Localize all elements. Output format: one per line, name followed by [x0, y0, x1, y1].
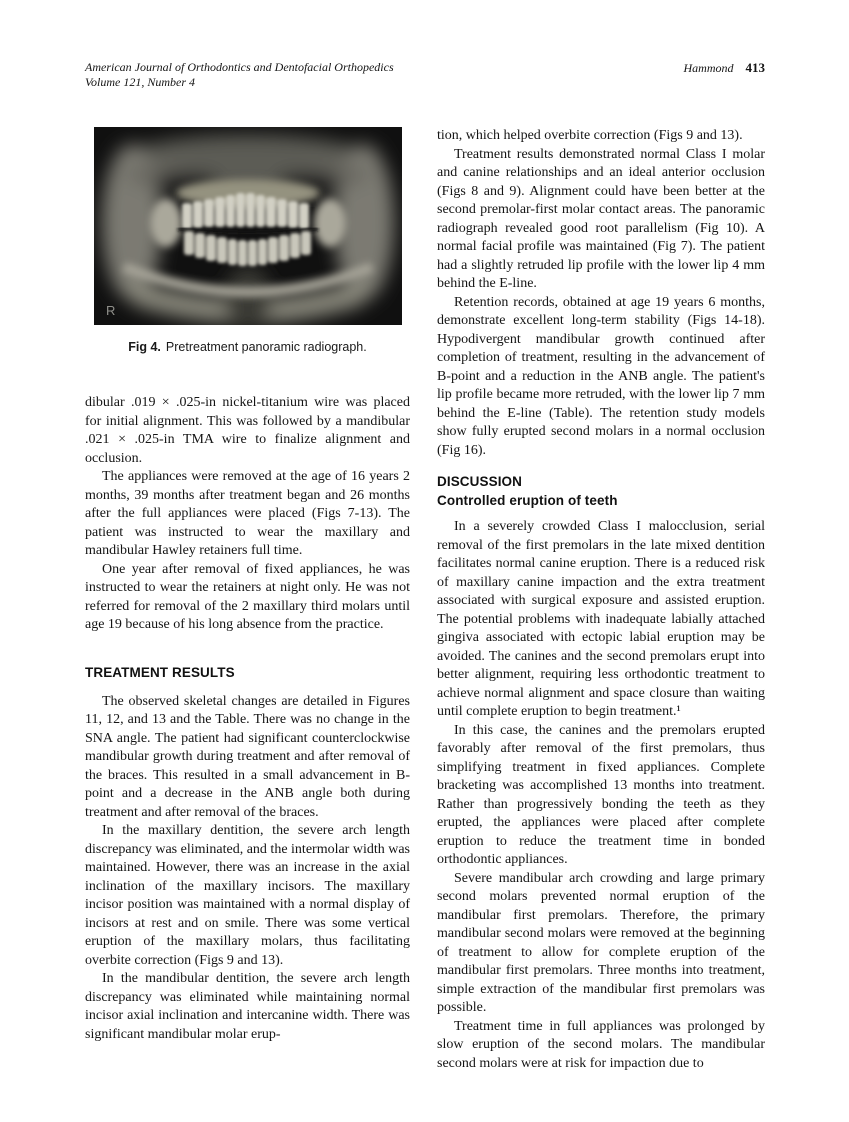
figure-panoramic	[94, 127, 402, 354]
section-heading-discussion: DISCUSSION	[437, 474, 523, 489]
section-heading-treatment-results: TREATMENT RESULTS	[85, 664, 235, 680]
volume-line: Volume 121, Number 4	[85, 75, 195, 89]
paragraph: One year after removal of fixed appliances, he was instructed to wear the retainers at night only. He was not referred for removal of the 2 maxillary third molars until age 19 because of his long absence from the practice.	[85, 561, 410, 632]
paragraph: Retention records, obtained at age 19 years 6 months, demonstrate excellent long-term stability (Figs 14-18). Hypodivergent mandibular growth continued after completion of treatment, resulting in the advancement of B-point and a reduction in the ANB angle. The patient's lip profile became more retruded, with the lower lip 7 mm behind the E-line (Table). The retention study models show fully erupted second molars in a normal occlusion (Fig 16).	[437, 294, 765, 458]
paragraph: Severe mandibular arch crowding and large primary second molars prevented normal eruption of the mandibular first premolars. Therefore, the primary mandibular second molars were removed at the beginning of treatment to allow for complete eruption of the mandibular first premolars. Three months into treatment, simple extraction of the mandibular first premolars was possible.	[437, 870, 765, 1015]
figure-caption	[94, 340, 402, 354]
caption-label: Fig 4.	[128, 340, 161, 354]
subsection-heading-controlled-eruption: Controlled eruption of teeth	[437, 493, 618, 508]
paragraph: dibular .019 × .025-in nickel-titanium wire was placed for initial alignment. This was followed by a mandibular .021 × .025-in TMA wire to finalize alignment and occlusion.	[85, 395, 410, 466]
paragraph: In the maxillary dentition, the severe arch length discrepancy was eliminated, and the intermolar width was maintained. However, there was an increase in the axial inclination of the maxillary incisors. The maxillary incisor position was maintained with a normal display of incisors at rest and on smile. There was some vertical eruption of the maxillary molars, thus facilitating overbite correction (Figs 9 and 13).	[85, 823, 411, 968]
author-page	[684, 60, 766, 76]
panoramic-radiograph-image	[94, 127, 402, 325]
paragraph: Treatment results demonstrated normal Class I molar and canine relationships and an ideal anterior occlusion (Figs 8 and 9). Alignment could have been better at the second premolar-first molar contact areas. The panoramic radiograph revealed good root parallelism (Fig 10). A normal facial profile was maintained (Fig 7). The patient had a slightly retruded lip profile with the lower lip 4 mm behind the E-line.	[437, 146, 765, 291]
author-name: Hammond	[683, 61, 734, 75]
two-column-body	[85, 127, 765, 1073]
column-left	[85, 127, 410, 1073]
left-body-text	[85, 394, 410, 1044]
paragraph: Treatment time in full appliances was prolonged by slow eruption of the second molars. The mandibular second molars were at risk for impaction due to	[437, 1018, 765, 1071]
caption-text: Pretreatment panoramic radiograph.	[165, 340, 367, 354]
journal-info	[85, 60, 394, 90]
paragraph: In a severely crowded Class I malocclusion, serial removal of the first premolars in the late mixed dentition facilitates normal canine eruption. There is a reduced risk of maxillary canine impaction and the extra treatment associated with surgical exposure and assisted eruption. The potential problems with inadequate labially attached gingiva associated with ectopic labial eruption may be avoided. The canines and the second premolars erupt into better alignment, requiring less orthodontic treatment to achieve normal alignment and space closure than waiting until complete eruption to begin treatment.¹	[437, 519, 765, 719]
page-number: 413	[745, 60, 765, 75]
running-header	[85, 60, 765, 90]
paragraph: tion, which helped overbite correction (Figs 9 and 13).	[437, 128, 743, 143]
paragraph: The appliances were removed at the age of 16 years 2 months, 39 months after treatment began and 26 months after the full appliances were placed (Figs 7-13). The patient was instructed to wear the maxillary and mandibular Hawley retainers full time.	[85, 469, 410, 558]
radiograph-marker-r: R	[105, 303, 115, 318]
column-right	[437, 127, 765, 1073]
paragraph: In this case, the canines and the premolars erupted favorably after removal of the first premolars, thus simplifying treatment in fixed appliances. Complete bracketing was accomplished 13 months into treatment. Rather than progressively bonding the teeth as they erupted, the appliances were placed after complete eruption to reduce the treatment time in bonded orthodontic appliances.	[437, 722, 765, 867]
paragraph: In the mandibular dentition, the severe arch length discrepancy was eliminated while maintaining normal incisor axial inclination and intercanine width. There was significant mandibular molar erup-	[85, 971, 410, 1042]
paragraph: The observed skeletal changes are detailed in Figures 11, 12, and 13 and the Table. There was no change in the SNA angle. The patient had significant counterclockwise mandibular growth during treatment and after removal of the braces. This resulted in a small advancement in B-point and a decrease in the ANB angle both during treatment and after removal of the braces.	[85, 693, 410, 820]
journal-title: American Journal of Orthodontics and Dentofacial Orthopedics	[85, 60, 394, 74]
